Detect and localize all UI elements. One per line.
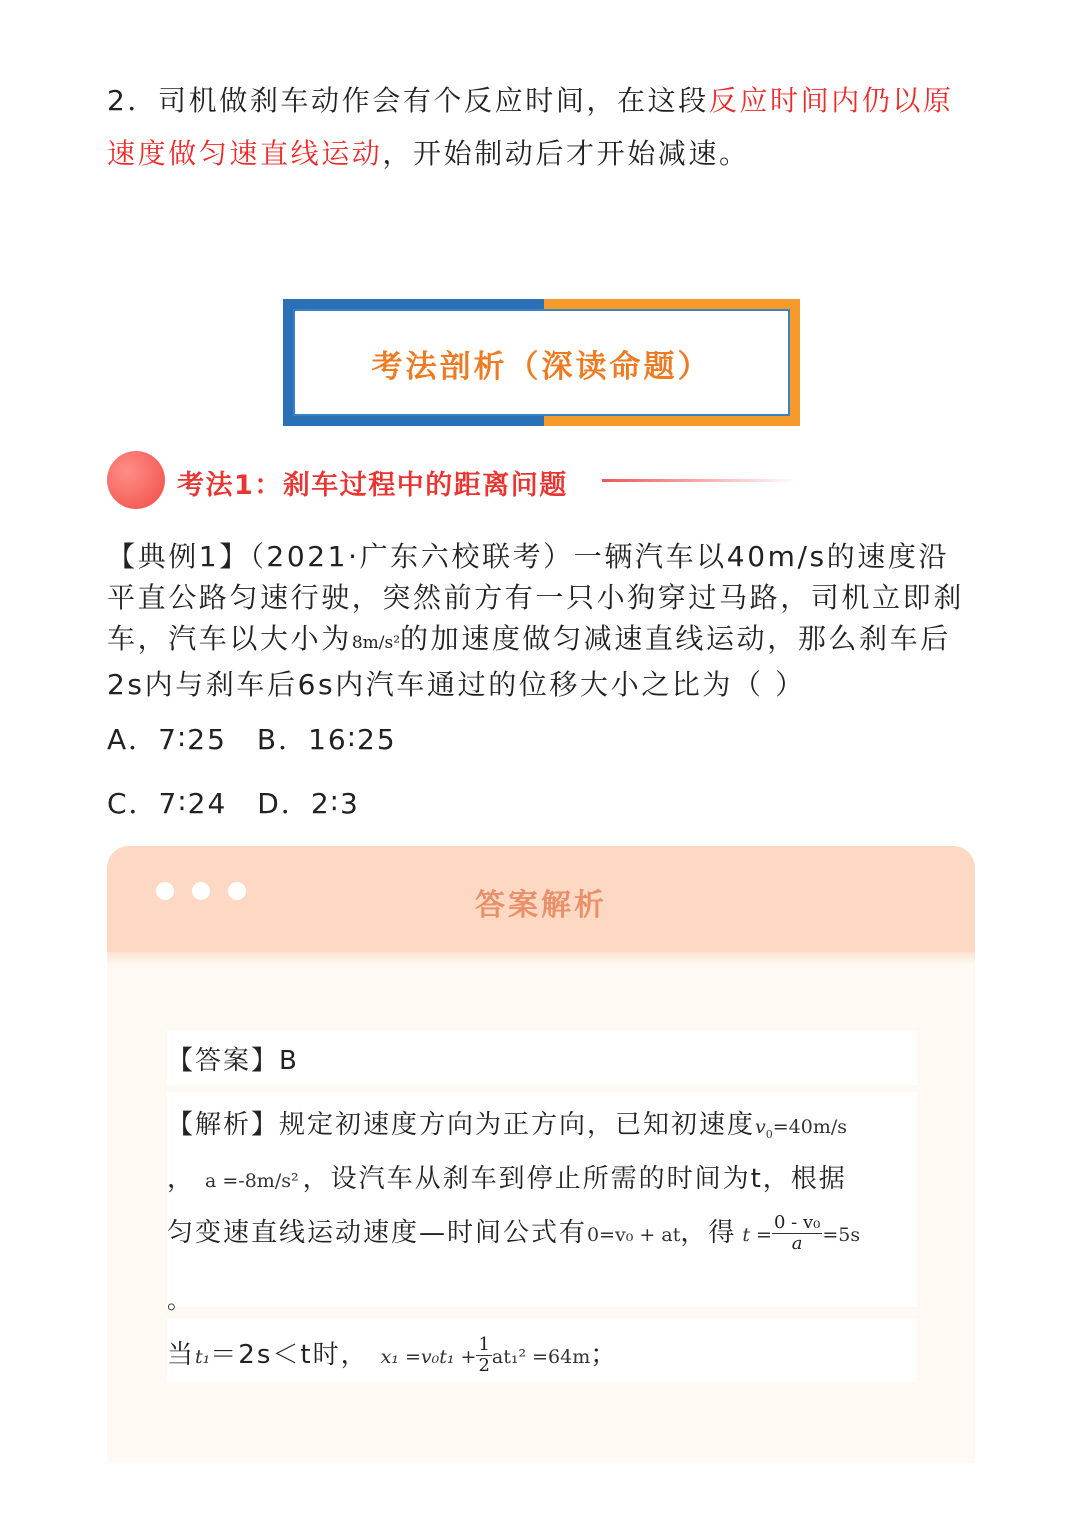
analysis-line-4: 。 bbox=[167, 1286, 193, 1314]
intro-paragraph bbox=[107, 74, 967, 180]
method-title: 考法1：刹车过程中的距离问题 bbox=[177, 470, 568, 501]
question-text bbox=[107, 536, 967, 705]
half-denominator: 2 bbox=[478, 1355, 490, 1376]
a-expression: a =-8m/s² bbox=[205, 1170, 299, 1192]
analysis-text-2: ，设汽车从刹车到停止所需的时间为t，根据 bbox=[302, 1164, 847, 1194]
intro-highlight: 反应时间内仍以原速度做匀速直线运动 bbox=[107, 84, 954, 170]
analysis-text-5b: ＝2s＜t时， bbox=[210, 1340, 369, 1370]
intro-prefix: 2．司机做刹车动作会有个反应时间，在这段 bbox=[107, 84, 709, 117]
analysis-line-2 bbox=[167, 1158, 847, 1195]
v0-expression bbox=[755, 1116, 848, 1141]
v0-symbol: v bbox=[755, 1116, 766, 1138]
analysis-semicolon: ； bbox=[590, 1340, 619, 1370]
half-numerator: 1 bbox=[478, 1334, 490, 1355]
velocity-equation: 0=v₀ + at bbox=[587, 1224, 681, 1246]
analysis-text-1: 【解析】规定初速度方向为正方向，已知初速度 bbox=[167, 1110, 756, 1140]
question-part1: 【典例1】（2021·广东六校联考）一辆汽车以40m/s的速度沿平直公路匀速行驶，突然前方有一只小狗穿过马路，司机立即刹车，汽车以大小为 bbox=[107, 540, 964, 655]
banner-title: 考法剖析（深读命题） bbox=[371, 349, 712, 385]
t-numerator: 0 - v₀ bbox=[773, 1212, 821, 1233]
v0-subscript: 0 bbox=[765, 1127, 773, 1141]
t-denominator: a bbox=[791, 1233, 803, 1254]
t-lhs: t = bbox=[742, 1224, 772, 1246]
answer-line: 【答案】B bbox=[167, 1046, 299, 1076]
t-result: =5s bbox=[822, 1224, 861, 1246]
method-circle-icon bbox=[107, 451, 165, 509]
half-fraction bbox=[476, 1335, 491, 1376]
answer-header-fade bbox=[107, 952, 975, 966]
analysis-text-5a: 当 bbox=[167, 1340, 196, 1370]
v0-value: =40m/s bbox=[772, 1116, 848, 1138]
t1-symbol: t₁ bbox=[195, 1346, 211, 1368]
analysis-line-3 bbox=[167, 1212, 860, 1254]
analysis-comma: ， bbox=[167, 1164, 196, 1194]
options-line-2: C．7∶24 D．2∶3 bbox=[107, 787, 360, 820]
analysis-text-3: 匀变速直线运动速度—时间公式有 bbox=[167, 1218, 588, 1248]
answer-card-header bbox=[107, 846, 975, 952]
x1-result: at₁² =64m bbox=[491, 1346, 591, 1368]
options-line-1: A．7∶25 B．16∶25 bbox=[107, 723, 397, 756]
analysis-line-1 bbox=[167, 1104, 847, 1141]
analysis-line-5 bbox=[167, 1334, 618, 1376]
question-part2: 的加速度做匀减速直线运动，那么刹车后2s内与刹车后6s内汽车通过的位移大小之比为（ ） bbox=[107, 622, 951, 701]
x1-lhs: x₁ =v₀t₁ + bbox=[380, 1346, 477, 1368]
answer-card-title: 答案解析 bbox=[475, 888, 607, 923]
method-divider bbox=[602, 479, 797, 482]
analysis-text-3b: ，得 bbox=[680, 1218, 737, 1248]
t-fraction bbox=[772, 1213, 822, 1254]
section-banner bbox=[283, 299, 800, 426]
question-accel: 8m/s² bbox=[351, 633, 401, 653]
intro-suffix: ，开始制动后才开始减速。 bbox=[382, 137, 750, 170]
